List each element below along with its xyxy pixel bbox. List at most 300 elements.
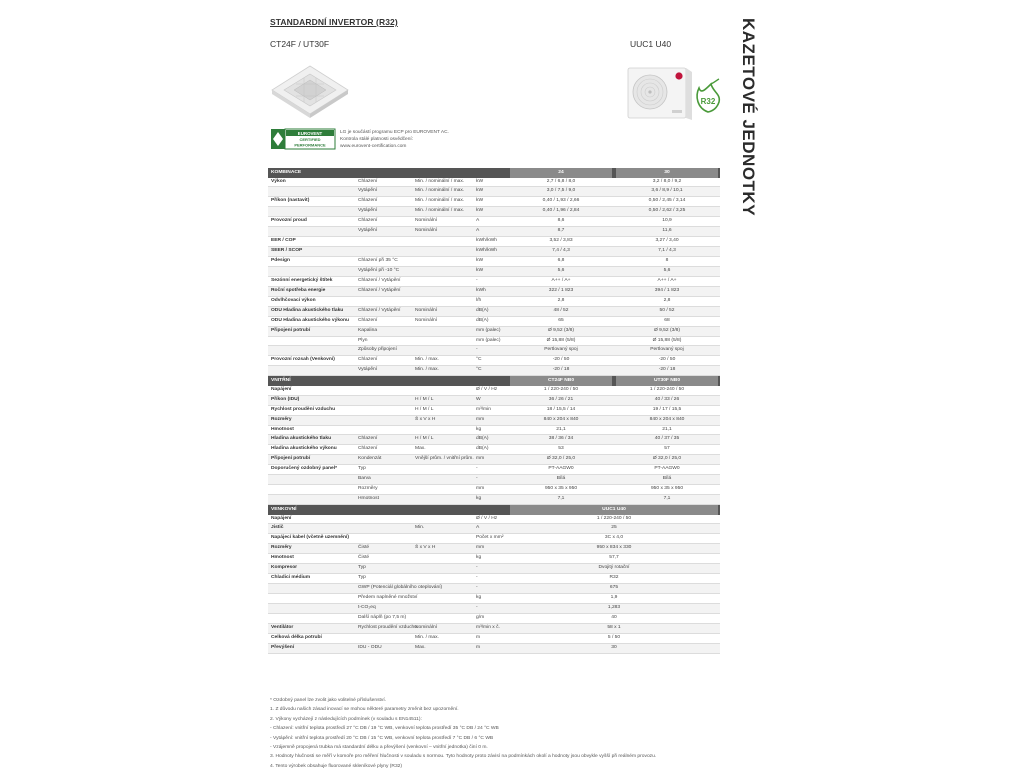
row-group: Jistič: [271, 525, 284, 531]
table-row: [268, 267, 720, 277]
row-unit: mm (palec): [476, 337, 501, 343]
row-unit: kWh: [476, 287, 486, 293]
row-condition: Nominální: [415, 317, 438, 323]
row-condition: Min. / nominální / max.: [415, 178, 465, 184]
value-b: 3,27 / 3,40: [655, 238, 679, 244]
row-group: [271, 337, 357, 346]
svg-text:CERTIFIED: CERTIFIED: [299, 137, 321, 142]
table-row: [268, 217, 720, 227]
table-row: [268, 634, 720, 644]
row-condition: [415, 594, 475, 603]
table-row: [268, 257, 720, 267]
row-unit: dB(A): [476, 317, 489, 323]
row-group: Provozní proud: [271, 218, 307, 224]
svg-text:PERFORMANCE: PERFORMANCE: [294, 142, 326, 148]
row-group: Celková délka potrubí: [271, 634, 322, 640]
table-row: [268, 604, 720, 614]
value: 5 / 50: [607, 634, 621, 640]
row-condition: Nominální: [415, 218, 438, 224]
row-condition: [415, 327, 475, 336]
value-b: A++ / A+: [657, 277, 677, 283]
row-unit: m³/min x č.: [476, 624, 500, 630]
row-sub: [358, 534, 414, 543]
r32-badge-icon: [693, 78, 723, 114]
value-b: 840 x 204 x 840: [649, 416, 685, 422]
table-row: [268, 614, 720, 624]
row-sub: Chlazení: [358, 317, 378, 323]
row-sub: Chlazení / Vytápění: [358, 287, 401, 293]
table-row: [268, 554, 720, 564]
value-b: -20 / 50: [658, 357, 676, 363]
value-a: 0,40 / 1,93 / 2,66: [542, 198, 580, 204]
row-condition: [415, 337, 475, 346]
value-b: 1 / 220-240 / 50: [649, 386, 685, 392]
row-condition: [415, 614, 475, 623]
row-group: [271, 366, 357, 375]
eurovent-description: LG je součástí programu ECP pro EUROVENT AC. Kontrola stálé platnosti osvědčení: www.eurovent-certification.com: [340, 130, 449, 149]
row-condition: Max.: [415, 644, 426, 650]
row-sub: Předem naplněné množství: [358, 595, 418, 600]
value-b: 10,9: [662, 218, 672, 224]
row-sub: Typ: [358, 575, 366, 581]
row-condition: Min.: [415, 525, 425, 531]
row-group: Chladicí médium: [271, 575, 311, 581]
value-a: 53: [558, 446, 564, 452]
column-header: CT24F NB0: [510, 376, 612, 386]
value-b: Ø 9,52 (3/8): [653, 327, 681, 333]
row-group: Rychlost proudění vzduchu: [271, 406, 336, 412]
footnote-line: 2. Výkony vycházejí z následujících podmínek (v souladu s EN14511):: [270, 716, 422, 722]
row-unit: g/m: [476, 614, 485, 620]
value-b: 2,8: [663, 297, 671, 303]
row-sub: [358, 406, 414, 415]
row-condition: Nominální: [415, 228, 438, 234]
table-row: [268, 237, 720, 247]
row-unit: kg: [476, 496, 482, 502]
row-sub: GWP (Potenciál globálního oteplování): [358, 585, 443, 591]
row-condition: [415, 426, 475, 435]
row-unit: W: [476, 396, 481, 402]
row-group: [271, 495, 357, 504]
row-unit: m³/min: [476, 406, 491, 412]
value-a: Bílá: [556, 476, 566, 482]
table-row: [268, 327, 720, 337]
row-unit: -: [476, 476, 478, 482]
table-row: [268, 624, 720, 634]
value: 1,283: [607, 604, 621, 610]
row-group: Připojení potrubí: [271, 327, 311, 333]
side-title: KAZETOVÉ JEDNOTKY: [739, 18, 758, 217]
table-row: [268, 564, 720, 574]
table-row: [268, 426, 720, 436]
value-a: 21,1: [556, 426, 566, 432]
row-group: Ventilátor: [271, 624, 294, 630]
table-row: [268, 515, 720, 525]
row-condition: [415, 297, 475, 306]
value-a: 2,8: [557, 297, 565, 303]
row-sub: [358, 237, 414, 246]
row-group: Napájení: [271, 386, 292, 392]
value: 950 x 834 x 330: [596, 545, 632, 551]
row-condition: H / M / L: [415, 396, 434, 402]
footnote-line: * Ozdobný panel lze zvolit jako volitelné příslušenství.: [270, 698, 387, 703]
value-a: 6,8: [557, 258, 565, 263]
row-condition: [415, 277, 475, 286]
row-condition: H / M / L: [415, 406, 434, 412]
row-group: ODU Hladina akustického tlaku: [271, 307, 344, 313]
value-a: A++ / A+: [551, 277, 571, 283]
row-unit: kW: [476, 208, 484, 214]
row-group: Hladina akustického tlaku: [271, 436, 332, 442]
row-group: [271, 475, 357, 484]
row-condition: Min. / nominální / max.: [415, 208, 465, 214]
row-unit: Ø / V / Hz: [476, 515, 498, 521]
row-group: [271, 485, 357, 494]
table-row: [268, 396, 720, 406]
row-group: [271, 604, 357, 613]
column-header: 24: [510, 168, 612, 178]
value-b: 0,50 / 2,45 / 3,14: [648, 198, 686, 204]
value-b: Bílá: [662, 476, 672, 482]
value-a: 2,7 / 6,8 / 8,0: [546, 178, 576, 184]
row-condition: Max.: [415, 446, 426, 452]
value: 58 x 1: [607, 624, 621, 630]
value-b: 7,1 / 4,3: [658, 248, 676, 254]
row-sub: [358, 247, 414, 256]
value-b: Pertlovaný spoj: [650, 347, 684, 353]
value-b: 21,1: [662, 426, 672, 432]
row-unit: kg: [476, 555, 482, 561]
value-b: 50 / 52: [659, 307, 675, 313]
column-header: UUC1 U40: [510, 505, 718, 515]
value-b: 0,50 / 2,62 / 3,25: [648, 208, 686, 214]
row-sub: Čisté: [358, 555, 370, 561]
table-row: [268, 247, 720, 257]
value-a: 840 x 204 x 840: [543, 416, 579, 422]
row-sub: [358, 426, 414, 435]
row-group: [271, 614, 357, 623]
row-unit: -: [476, 277, 478, 283]
row-group: ODU Hladina akustického výkonu: [271, 317, 349, 323]
value-a: Ø 9,52 (3/8): [547, 327, 575, 333]
row-group: Roční spotřeba energie: [271, 287, 326, 293]
row-sub: Vytápění: [358, 188, 378, 194]
row-condition: [415, 534, 475, 543]
row-condition: Min. / max.: [415, 367, 439, 373]
value-b: Ø 15,88 (5/8): [652, 337, 682, 343]
row-unit: mm: [476, 486, 485, 492]
row-sub: Kondenzát: [358, 456, 382, 462]
row-unit: -: [476, 347, 478, 353]
table-row: [268, 455, 720, 465]
value-a: 3,0 / 7,5 / 9,0: [546, 188, 576, 194]
table-row: [268, 317, 720, 327]
row-sub: Vytápění: [358, 367, 378, 373]
row-group: Napájecí kabel (včetně uzemnění): [271, 535, 350, 541]
lg-logo-icon: [675, 72, 682, 79]
row-unit: A: [476, 218, 480, 224]
value: 3C x 4,0: [604, 535, 624, 541]
row-group: Hmotnost: [271, 555, 294, 561]
section-header-kombinace: [268, 168, 720, 178]
value-a: 18 / 15,5 / 14: [546, 406, 576, 412]
value-b: 5,6: [663, 267, 671, 273]
row-unit: kWh/kWh: [476, 238, 497, 244]
table-row: [268, 207, 720, 217]
row-sub: Další náplň (po 7,5 m): [358, 614, 407, 620]
value-b: 11,6: [662, 228, 672, 234]
footnote-line: 3. Hodnoty hlučnosti se měří v komoře pro měření hlučnosti v souladu s normou. Tyto hodnoty proto závisí na podmínkách okolí a hodnoty jsou obvykle vyšší při reálném provozu.: [270, 754, 657, 760]
table-row: [268, 386, 720, 396]
value-b: 68: [664, 317, 670, 323]
row-group: Příkon (nastavit): [271, 198, 310, 204]
value-b: 40 / 37 / 35: [654, 436, 680, 442]
row-condition: [415, 485, 475, 494]
row-group: Převýšení: [271, 644, 295, 650]
footnote-line: - Vytápění: vnitřní teplota prostředí 20 °C DB / 15 °C WB, venkovní teplota prostředí 7 °C DB / 6 °C WB: [270, 735, 494, 741]
table-row: [268, 297, 720, 307]
value-a: 5,6: [557, 267, 565, 273]
value-a: 950 x 35 x 950: [544, 486, 578, 492]
row-sub: Typ: [358, 565, 366, 571]
value: 25: [611, 525, 617, 531]
row-condition: [415, 584, 475, 593]
value-a: 48 / 52: [553, 307, 569, 313]
outdoor-model: UUC1 U40: [630, 39, 672, 49]
svg-text:EUROVENT: EUROVENT: [297, 130, 323, 136]
row-group: EER / COP: [271, 238, 296, 244]
row-condition: [415, 554, 475, 563]
table-row: [268, 495, 720, 505]
row-unit: mm (palec): [476, 327, 501, 333]
row-unit: -: [476, 604, 478, 610]
row-sub: [358, 515, 414, 524]
row-unit: -: [476, 466, 478, 472]
table-row: [268, 594, 720, 604]
row-unit: kg: [476, 595, 482, 600]
row-sub: Typ: [358, 466, 366, 472]
row-condition: Min. / max.: [415, 357, 439, 363]
value: 57,7: [609, 555, 619, 561]
row-condition: [415, 604, 475, 613]
value: Dvojitý rotační: [598, 565, 630, 571]
value-a: 38 / 36 / 34: [548, 436, 574, 442]
row-unit: mm: [476, 545, 485, 551]
table-row: [268, 307, 720, 317]
value-a: 0,40 / 1,96 / 2,84: [542, 208, 580, 214]
row-condition: [415, 465, 475, 474]
value-a: 3,52 / 3,83: [549, 238, 573, 244]
table-row: [268, 197, 720, 207]
value: 40: [611, 614, 617, 620]
row-unit: kW: [476, 178, 484, 184]
table-row: [268, 644, 720, 654]
value-a: -20 / 50: [552, 357, 570, 363]
row-condition: Nominální: [415, 307, 438, 313]
value-a: 8,6: [557, 218, 565, 224]
row-sub: Chlazení: [358, 198, 378, 204]
footnote-line: - Vzájemně propojená trubka má standardní délku a převýšení (venkovní – vnitřní jednotka) činí 0 m.: [270, 745, 488, 751]
value-b: 8: [665, 258, 669, 263]
row-sub: [358, 524, 414, 533]
row-sub: [358, 634, 414, 643]
row-sub: Hmotnost: [358, 496, 379, 502]
row-sub: [358, 297, 414, 306]
value: 1,9: [610, 595, 618, 600]
row-unit: °C: [476, 357, 482, 363]
value-a: -20 / 18: [552, 367, 570, 373]
table-row: [268, 435, 720, 445]
table-row: [268, 475, 720, 485]
row-sub: Vytápění: [358, 228, 378, 234]
value-b: 57: [664, 446, 670, 452]
row-unit: dB(A): [476, 436, 489, 442]
row-group: Rozměry: [271, 416, 292, 422]
svg-text:R32: R32: [700, 97, 716, 106]
row-unit: A: [476, 525, 480, 531]
row-unit: kg: [476, 426, 482, 432]
row-condition: [415, 257, 475, 266]
row-group: Doporučený ozdobný panel*: [271, 466, 338, 472]
row-condition: [415, 495, 475, 504]
section-title: KOMBINACE: [271, 170, 302, 175]
row-unit: kW: [476, 198, 484, 204]
row-unit: -: [476, 565, 478, 571]
table-row: [268, 356, 720, 366]
row-sub: Vytápění: [358, 208, 378, 214]
row-group: Hladina akustického výkonu: [271, 446, 337, 452]
table-row: [268, 337, 720, 347]
row-condition: Š x V x H: [415, 416, 436, 422]
row-condition: [415, 237, 475, 246]
row-sub: [358, 396, 414, 405]
row-group: [271, 227, 357, 236]
value: 675: [609, 585, 619, 591]
row-group: [271, 267, 357, 276]
value-a: Ø 15,88 (5/8): [546, 337, 576, 343]
cassette-unit-image: [270, 60, 350, 128]
table-row: [268, 416, 720, 426]
value-b: -20 / 18: [658, 367, 676, 373]
column-header: 30: [616, 168, 718, 178]
row-sub: Vytápění při -10 °C: [358, 267, 400, 273]
outdoor-unit-image: [624, 62, 696, 124]
value-a: 7,4 / 4,3: [552, 248, 570, 254]
row-group: Provozní rozsah (Venkovní): [271, 357, 335, 363]
value: R32: [609, 575, 619, 581]
table-row: [268, 574, 720, 584]
value-b: 7,1: [663, 496, 671, 502]
row-group: [271, 584, 357, 593]
row-unit: -: [476, 585, 478, 591]
page-title: STANDARDNÍ INVERTOR (R32): [270, 17, 398, 27]
value: 30: [611, 644, 617, 650]
row-condition: [415, 247, 475, 256]
value-b: PT-AAGW0: [654, 466, 680, 472]
table-row: [268, 584, 720, 594]
table-row: [268, 346, 720, 356]
row-sub: Chlazení: [358, 178, 378, 184]
row-condition: [415, 267, 475, 276]
row-group: [271, 187, 357, 196]
value-b: 394 / 1 823: [654, 287, 680, 293]
row-unit: kWh/kWh: [476, 248, 497, 254]
value-b: 950 x 35 x 950: [650, 486, 684, 492]
value: 1 / 220-240 / 50: [596, 515, 632, 521]
row-sub: Chlazení / Vytápění: [358, 307, 401, 313]
row-condition: [415, 475, 475, 484]
row-condition: [415, 564, 475, 573]
value-a: 322 / 1 823: [548, 287, 574, 293]
indoor-models: CT24F / UT30F: [270, 39, 330, 49]
row-sub: Způsoby připojení: [358, 347, 397, 353]
row-sub: Chlazení: [358, 446, 378, 452]
row-condition: [415, 574, 475, 583]
table-row: [268, 524, 720, 534]
value-a: 1 / 220-240 / 50: [543, 386, 579, 392]
row-condition: [415, 515, 475, 524]
row-unit: kW: [476, 267, 484, 273]
row-unit: m: [476, 644, 481, 650]
section-header-vnitrni: [268, 376, 720, 386]
footnote-line: 1. Z důvodu našich zásad inovací se mohou některé parametry změnit bez upozornění.: [270, 707, 459, 713]
value-b: 3,2 / 8,0 / 9,2: [652, 178, 682, 184]
row-sub: [358, 386, 414, 395]
row-unit: A: [476, 228, 480, 234]
row-group: Sezónní energetický štítek: [271, 277, 333, 283]
eurovent-logo-icon: [271, 127, 335, 151]
value-b: 19 / 17 / 15,5: [652, 406, 682, 412]
table-row: [268, 187, 720, 197]
row-group: Hmotnost: [271, 426, 294, 432]
table-row: [268, 287, 720, 297]
row-unit: dB(A): [476, 307, 489, 313]
row-sub: Chlazení: [358, 436, 378, 442]
section-title: VNITŘNÍ: [271, 378, 291, 384]
row-sub: IDU - ODU: [358, 644, 382, 650]
row-unit: l/h: [476, 297, 482, 303]
table-row: [268, 544, 720, 554]
row-sub: Chlazení / Vytápění: [358, 277, 401, 283]
row-group: Výkon: [271, 178, 286, 184]
row-unit: kW: [476, 258, 484, 263]
row-group: [271, 207, 357, 216]
value-a: 8,7: [557, 228, 565, 234]
row-condition: Min. / nominální / max.: [415, 198, 465, 204]
row-condition: [415, 386, 475, 395]
table-row: [268, 534, 720, 544]
row-sub: [358, 416, 414, 425]
value-b: 40 / 33 / 26: [654, 396, 680, 402]
row-condition: Vnější prům. / vnitřní prům.: [415, 456, 474, 462]
table-row: [268, 465, 720, 475]
row-condition: Š x V x H: [415, 545, 436, 551]
row-group: [271, 594, 357, 603]
row-sub: t-CO₂eq: [358, 604, 376, 610]
row-sub: Čisté: [358, 545, 370, 551]
value-a: Ø 32,0 / 25,0: [546, 456, 576, 462]
row-unit: Ø / V / Hz: [476, 386, 498, 392]
value-a: 7,1: [557, 496, 565, 502]
row-unit: m: [476, 634, 481, 640]
value-a: 65: [558, 317, 564, 323]
section-header-venkovni: [268, 505, 720, 515]
row-sub: Kapalina: [358, 327, 378, 333]
row-sub: Chlazení při 35 °C: [358, 258, 398, 263]
table-row: [268, 366, 720, 376]
row-sub: Chlazení: [358, 218, 378, 224]
row-group: SEER / SCOP: [271, 248, 303, 254]
